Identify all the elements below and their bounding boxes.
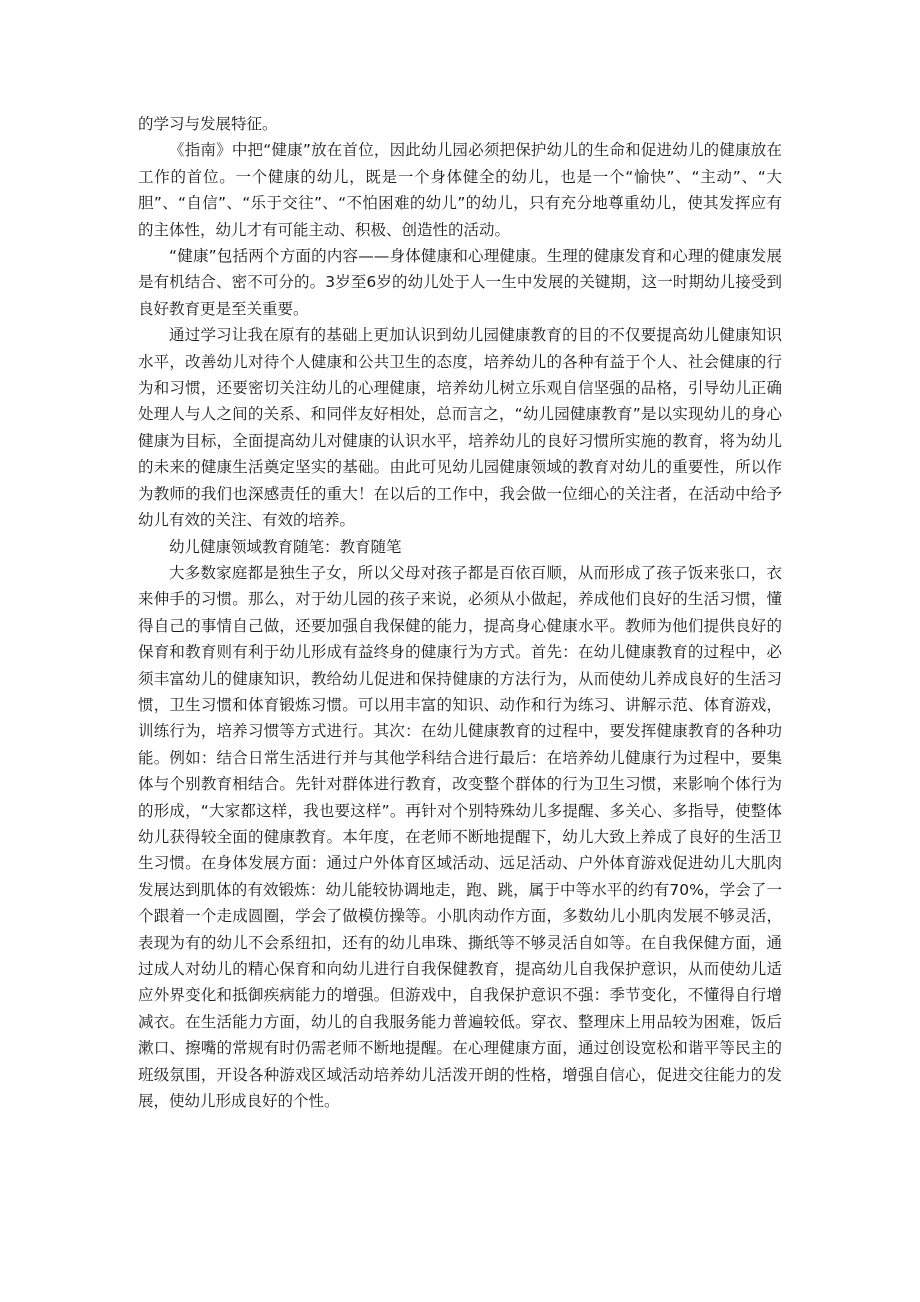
section-heading-essay: 幼儿健康领域教育随笔：教育随笔	[169, 537, 402, 556]
paragraph-guide-health-first: 《指南》中把“健康”放在首位，因此幼儿园必须把保护幼儿的生命和促进幼儿的健康放在工作的首位。一个健康的幼儿，既是一个身体健全的幼儿，也是一个“愉快”、“主动”、“大胆”、“自信”、“乐于交往”、“不怕困难的幼儿”的幼儿，只有充分地尊重幼儿，使其发挥应有的主体性，幼儿才有可能主动、积极、创造性的活动。	[138, 141, 782, 239]
document-body	[138, 111, 782, 1114]
paragraph-essay-body: 大多数家庭都是独生子女，所以父母对孩子都是百依百顺，从而形成了孩子饭来张口，衣来伸手的习惯。那么，对于幼儿园的孩子来说，必须从小做起，养成他们良好的生活习惯，懂得自己的事情自己做，还要加强自我保健的能力，提高身心健康水平。教师为他们提供良好的保育和教育则有利于幼儿形成有益终身的健康行为方式。首先：在幼儿健康教育的过程中，必须丰富幼儿的健康知识，教给幼儿促进和保持健康的方法行为，从而使幼儿养成良好的生活习惯，卫生习惯和体育锻炼习惯。可以用丰富的知识、动作和行为练习、讲解示范、体育游戏，训练行为，培养习惯等方式进行。其次：在幼儿健康教育的过程中，要发挥健康教育的各种功能。例如：结合日常生活进行并与其他学科结合进行最后：在培养幼儿健康行为过程中，要集体与个别教育相结合。先针对群体进行教育，改变整个群体的行为卫生习惯，来影响个体行为的形成，“大家都这样，我也要这样”。再针对个别特殊幼儿多提醒、多关心、多指导，使整体幼儿获得较全面的健康教育。本年度，在老师不断地提醒下，幼儿大致上养成了良好的生活卫生习惯。在身体发展方面：通过户外体育区域活动、远足活动、户外体育游戏促进幼儿大肌肉发展达到肌体的有效锻炼：幼儿能较协调地走，跑、跳，属于中等水平的约有70%，学会了一个跟着一个走成圆圈，学会了做模仿操等。小肌肉动作方面，多数幼儿小肌肉发展不够灵活，表现为有的幼儿不会系纽扣，还有的幼儿串珠、撕纸等不够灵活自如等。在自我保健方面，通过成人对幼儿的精心保育和向幼儿进行自我保健教育，提高幼儿自我保护意识，从而使幼儿适应外界变化和抵御疾病能力的增强。但游戏中，自我保护意识不强：季节变化，不懂得自行增减衣。在生活能力方面，幼儿的自我服务能力普遍较低。穿衣、整理床上用品较为困难，饭后漱口、擦嘴的常规有时仍需老师不断地提醒。在心理健康方面，通过创设宽松和谐平等民主的班级氛围，开设各种游戏区域活动培养幼儿活泼开朗的性格，增强自信心，促进交往能力的发展，使幼儿形成良好的个性。	[138, 563, 782, 1111]
paragraph-learning-reflection: 通过学习让我在原有的基础上更加认识到幼儿园健康教育的目的不仅要提高幼儿健康知识水平，改善幼儿对待个人健康和公共卫生的态度，培养幼儿的各种有益于个人、社会健康的行为和习惯，还要密切关注幼儿的心理健康，培养幼儿树立乐观自信坚强的品格，引导幼儿正确处理人与人之间的关系、和同伴友好相处，总而言之，“幼儿园健康教育”是以实现幼儿的身心健康为目标，全面提高幼儿对健康的认识水平，培养幼儿的良好习惯所实施的教育，将为幼儿的未来的健康生活奠定坚实的基础。由此可见幼儿园健康领域的教育对幼儿的重要性，所以作为教师的我们也深感责任的重大！在以后的工作中，我会做一位细心的关注者，在活动中给予幼儿有效的关注、有效的培养。	[138, 326, 782, 530]
paragraph-continuation: 的学习与发展特征。	[138, 115, 278, 133]
paragraph-health-definition: “健康”包括两个方面的内容——身体健康和心理健康。生理的健康发育和心理的健康发展是有机结合、密不可分的。3岁至6岁的幼儿处于人一生中发展的关键期，这一时期幼儿接受到良好教育更是至关重要。	[138, 247, 782, 318]
